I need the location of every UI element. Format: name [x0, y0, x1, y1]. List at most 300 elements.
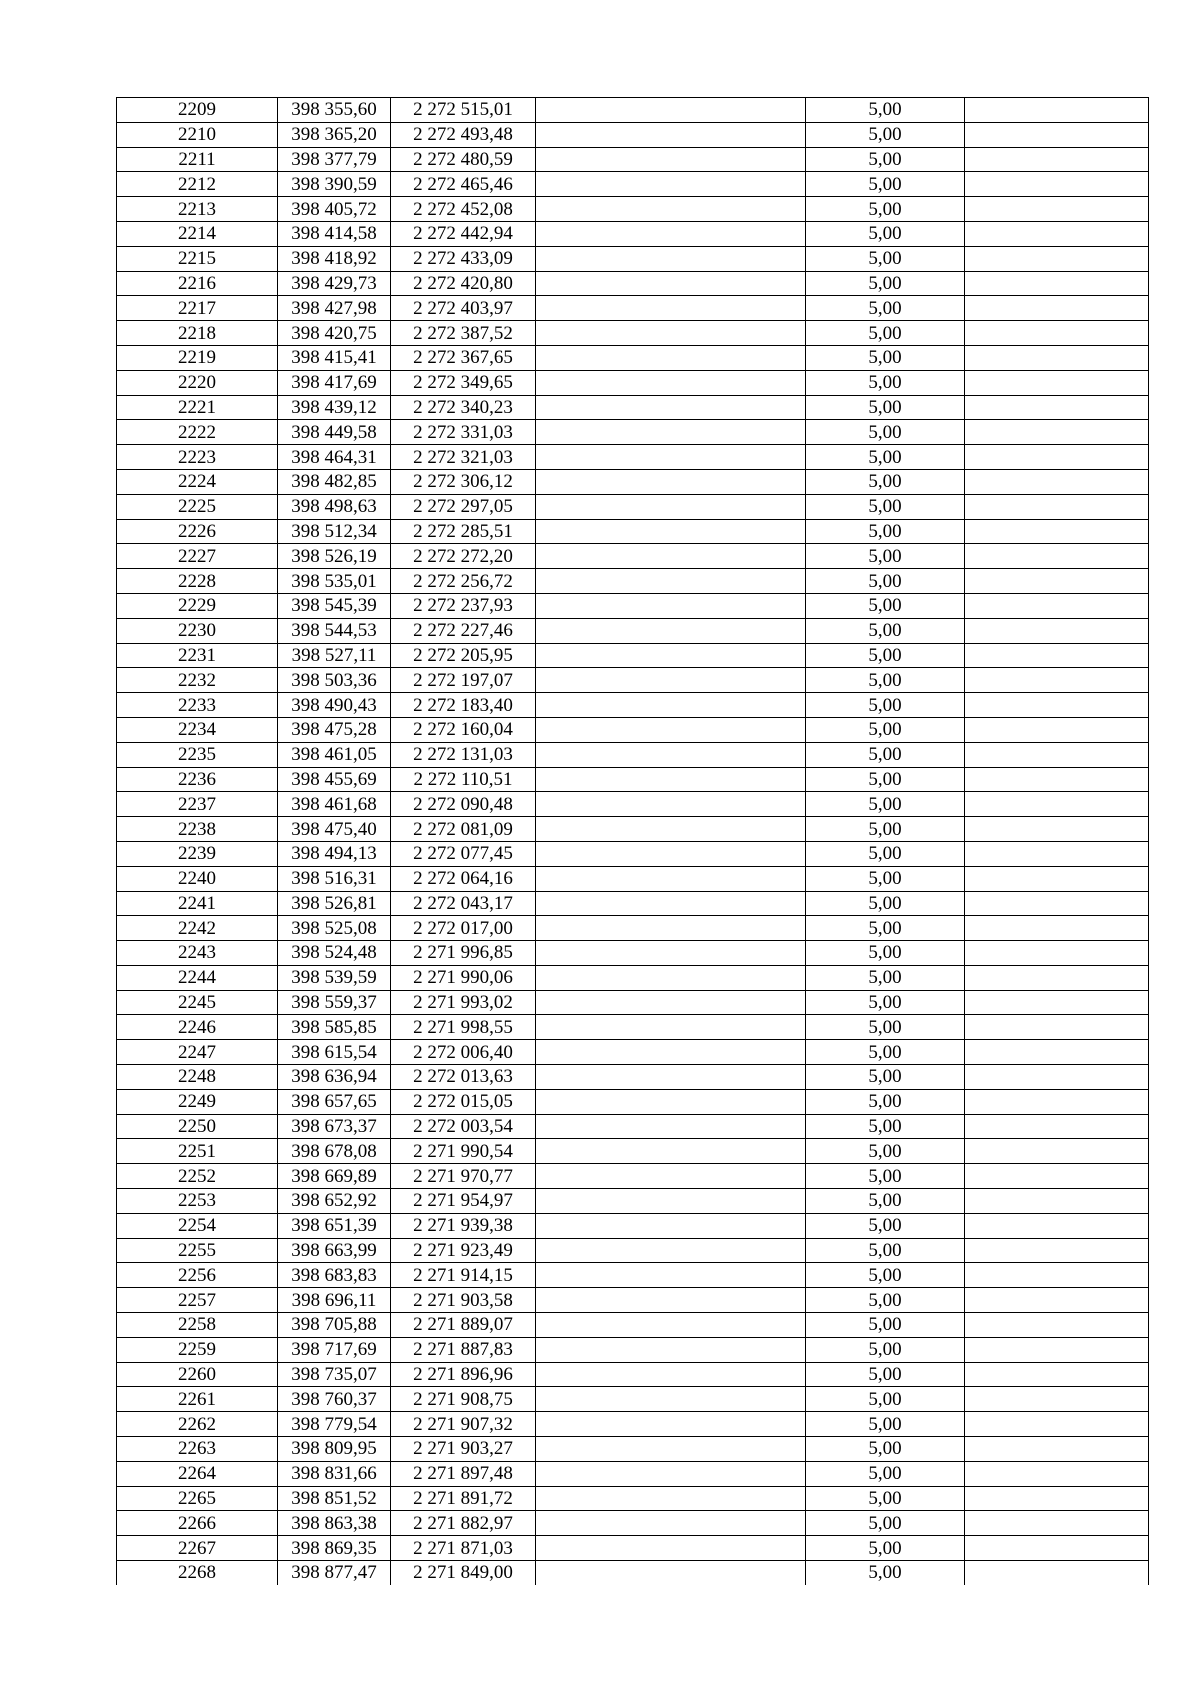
empty-cell — [536, 1561, 806, 1585]
empty-cell — [536, 197, 806, 222]
empty-cell — [536, 519, 806, 544]
x-coordinate-cell: 398 663,99 — [278, 1238, 391, 1263]
point-number-cell: 2231 — [117, 643, 278, 668]
accuracy-cell: 5,00 — [806, 866, 965, 891]
accuracy-cell: 5,00 — [806, 1511, 965, 1536]
accuracy-cell: 5,00 — [806, 891, 965, 916]
y-coordinate-cell: 2 271 990,06 — [391, 965, 536, 990]
x-coordinate-cell: 398 405,72 — [278, 197, 391, 222]
y-coordinate-cell: 2 272 465,46 — [391, 172, 536, 197]
x-coordinate-cell: 398 417,69 — [278, 370, 391, 395]
y-coordinate-cell: 2 271 923,49 — [391, 1238, 536, 1263]
empty-cell — [965, 792, 1149, 817]
table-row — [117, 569, 1149, 594]
empty-cell — [965, 1362, 1149, 1387]
x-coordinate-cell: 398 539,59 — [278, 965, 391, 990]
x-coordinate-cell: 398 455,69 — [278, 767, 391, 792]
y-coordinate-cell: 2 272 017,00 — [391, 916, 536, 941]
empty-cell — [536, 1089, 806, 1114]
table-row — [117, 420, 1149, 445]
empty-cell — [965, 891, 1149, 916]
empty-cell — [536, 1139, 806, 1164]
point-number-cell: 2236 — [117, 767, 278, 792]
point-number-cell: 2247 — [117, 1040, 278, 1065]
empty-cell — [536, 618, 806, 643]
empty-cell — [965, 965, 1149, 990]
empty-cell — [536, 172, 806, 197]
point-number-cell: 2213 — [117, 197, 278, 222]
table-row — [117, 469, 1149, 494]
accuracy-cell: 5,00 — [806, 717, 965, 742]
empty-cell — [965, 544, 1149, 569]
point-number-cell: 2238 — [117, 817, 278, 842]
x-coordinate-cell: 398 377,79 — [278, 147, 391, 172]
table-row — [117, 618, 1149, 643]
empty-cell — [965, 817, 1149, 842]
coordinates-table — [116, 97, 1149, 1585]
accuracy-cell: 5,00 — [806, 1164, 965, 1189]
x-coordinate-cell: 398 498,63 — [278, 494, 391, 519]
point-number-cell: 2242 — [117, 916, 278, 941]
empty-cell — [536, 221, 806, 246]
point-number-cell: 2216 — [117, 271, 278, 296]
empty-cell — [536, 866, 806, 891]
empty-cell — [536, 1461, 806, 1486]
empty-cell — [965, 1263, 1149, 1288]
empty-cell — [536, 767, 806, 792]
empty-cell — [536, 891, 806, 916]
x-coordinate-cell: 398 544,53 — [278, 618, 391, 643]
table-row — [117, 916, 1149, 941]
empty-cell — [536, 569, 806, 594]
empty-cell — [965, 1486, 1149, 1511]
empty-cell — [536, 1412, 806, 1437]
x-coordinate-cell: 398 527,11 — [278, 643, 391, 668]
empty-cell — [965, 197, 1149, 222]
coordinates-table-body — [117, 98, 1149, 1585]
y-coordinate-cell: 2 272 403,97 — [391, 296, 536, 321]
accuracy-cell: 5,00 — [806, 1040, 965, 1065]
table-row — [117, 494, 1149, 519]
x-coordinate-cell: 398 524,48 — [278, 941, 391, 966]
x-coordinate-cell: 398 779,54 — [278, 1412, 391, 1437]
y-coordinate-cell: 2 272 015,05 — [391, 1089, 536, 1114]
x-coordinate-cell: 398 545,39 — [278, 593, 391, 618]
empty-cell — [965, 147, 1149, 172]
y-coordinate-cell: 2 272 306,12 — [391, 469, 536, 494]
accuracy-cell: 5,00 — [806, 147, 965, 172]
empty-cell — [536, 1189, 806, 1214]
x-coordinate-cell: 398 760,37 — [278, 1387, 391, 1412]
x-coordinate-cell: 398 526,81 — [278, 891, 391, 916]
accuracy-cell: 5,00 — [806, 1337, 965, 1362]
table-row — [117, 1387, 1149, 1412]
x-coordinate-cell: 398 449,58 — [278, 420, 391, 445]
point-number-cell: 2224 — [117, 469, 278, 494]
empty-cell — [536, 1065, 806, 1090]
x-coordinate-cell: 398 535,01 — [278, 569, 391, 594]
y-coordinate-cell: 2 271 990,54 — [391, 1139, 536, 1164]
accuracy-cell: 5,00 — [806, 916, 965, 941]
empty-cell — [536, 98, 806, 123]
table-row — [117, 1263, 1149, 1288]
accuracy-cell: 5,00 — [806, 370, 965, 395]
point-number-cell: 2215 — [117, 246, 278, 271]
empty-cell — [536, 271, 806, 296]
empty-cell — [965, 221, 1149, 246]
point-number-cell: 2234 — [117, 717, 278, 742]
accuracy-cell: 5,00 — [806, 1437, 965, 1462]
empty-cell — [965, 1313, 1149, 1338]
point-number-cell: 2246 — [117, 1015, 278, 1040]
y-coordinate-cell: 2 271 993,02 — [391, 990, 536, 1015]
table-row — [117, 122, 1149, 147]
x-coordinate-cell: 398 636,94 — [278, 1065, 391, 1090]
y-coordinate-cell: 2 272 227,46 — [391, 618, 536, 643]
empty-cell — [965, 1213, 1149, 1238]
table-row — [117, 1536, 1149, 1561]
accuracy-cell: 5,00 — [806, 841, 965, 866]
x-coordinate-cell: 398 461,05 — [278, 742, 391, 767]
empty-cell — [536, 593, 806, 618]
empty-cell — [965, 1387, 1149, 1412]
y-coordinate-cell: 2 271 897,48 — [391, 1461, 536, 1486]
empty-cell — [965, 1511, 1149, 1536]
empty-cell — [536, 370, 806, 395]
table-row — [117, 1461, 1149, 1486]
x-coordinate-cell: 398 439,12 — [278, 395, 391, 420]
table-row — [117, 321, 1149, 346]
point-number-cell: 2256 — [117, 1263, 278, 1288]
empty-cell — [965, 395, 1149, 420]
empty-cell — [965, 122, 1149, 147]
empty-cell — [965, 643, 1149, 668]
accuracy-cell: 5,00 — [806, 941, 965, 966]
y-coordinate-cell: 2 272 205,95 — [391, 643, 536, 668]
table-row — [117, 147, 1149, 172]
empty-cell — [536, 1362, 806, 1387]
table-row — [117, 941, 1149, 966]
y-coordinate-cell: 2 272 349,65 — [391, 370, 536, 395]
point-number-cell: 2260 — [117, 1362, 278, 1387]
empty-cell — [536, 1238, 806, 1263]
point-number-cell: 2239 — [117, 841, 278, 866]
empty-cell — [965, 271, 1149, 296]
x-coordinate-cell: 398 585,85 — [278, 1015, 391, 1040]
accuracy-cell: 5,00 — [806, 1114, 965, 1139]
accuracy-cell: 5,00 — [806, 693, 965, 718]
empty-cell — [965, 1089, 1149, 1114]
table-row — [117, 296, 1149, 321]
table-row — [117, 98, 1149, 123]
empty-cell — [965, 618, 1149, 643]
y-coordinate-cell: 2 272 285,51 — [391, 519, 536, 544]
x-coordinate-cell: 398 869,35 — [278, 1536, 391, 1561]
table-row — [117, 1437, 1149, 1462]
point-number-cell: 2228 — [117, 569, 278, 594]
empty-cell — [536, 122, 806, 147]
table-row — [117, 866, 1149, 891]
table-row — [117, 1114, 1149, 1139]
y-coordinate-cell: 2 271 908,75 — [391, 1387, 536, 1412]
point-number-cell: 2263 — [117, 1437, 278, 1462]
table-row — [117, 544, 1149, 569]
table-row — [117, 593, 1149, 618]
empty-cell — [536, 1213, 806, 1238]
y-coordinate-cell: 2 271 996,85 — [391, 941, 536, 966]
accuracy-cell: 5,00 — [806, 1362, 965, 1387]
empty-cell — [965, 990, 1149, 1015]
table-row — [117, 891, 1149, 916]
empty-cell — [965, 1189, 1149, 1214]
table-row — [117, 221, 1149, 246]
x-coordinate-cell: 398 705,88 — [278, 1313, 391, 1338]
point-number-cell: 2248 — [117, 1065, 278, 1090]
accuracy-cell: 5,00 — [806, 1139, 965, 1164]
point-number-cell: 2225 — [117, 494, 278, 519]
accuracy-cell: 5,00 — [806, 1089, 965, 1114]
table-row — [117, 965, 1149, 990]
point-number-cell: 2227 — [117, 544, 278, 569]
table-row — [117, 246, 1149, 271]
accuracy-cell: 5,00 — [806, 1189, 965, 1214]
empty-cell — [536, 246, 806, 271]
y-coordinate-cell: 2 272 367,65 — [391, 345, 536, 370]
y-coordinate-cell: 2 272 321,03 — [391, 445, 536, 470]
y-coordinate-cell: 2 271 871,03 — [391, 1536, 536, 1561]
point-number-cell: 2221 — [117, 395, 278, 420]
table-row — [117, 1313, 1149, 1338]
x-coordinate-cell: 398 657,65 — [278, 1089, 391, 1114]
empty-cell — [536, 990, 806, 1015]
empty-cell — [536, 941, 806, 966]
point-number-cell: 2257 — [117, 1288, 278, 1313]
y-coordinate-cell: 2 272 340,23 — [391, 395, 536, 420]
empty-cell — [965, 98, 1149, 123]
accuracy-cell: 5,00 — [806, 296, 965, 321]
table-row — [117, 172, 1149, 197]
empty-cell — [965, 941, 1149, 966]
table-row — [117, 1511, 1149, 1536]
empty-cell — [536, 1164, 806, 1189]
table-row — [117, 1486, 1149, 1511]
point-number-cell: 2233 — [117, 693, 278, 718]
empty-cell — [965, 1536, 1149, 1561]
y-coordinate-cell: 2 272 515,01 — [391, 98, 536, 123]
empty-cell — [965, 841, 1149, 866]
point-number-cell: 2262 — [117, 1412, 278, 1437]
empty-cell — [965, 469, 1149, 494]
accuracy-cell: 5,00 — [806, 1213, 965, 1238]
y-coordinate-cell: 2 272 331,03 — [391, 420, 536, 445]
point-number-cell: 2210 — [117, 122, 278, 147]
empty-cell — [536, 1536, 806, 1561]
table-row — [117, 742, 1149, 767]
table-row — [117, 1362, 1149, 1387]
accuracy-cell: 5,00 — [806, 643, 965, 668]
point-number-cell: 2219 — [117, 345, 278, 370]
table-row — [117, 1337, 1149, 1362]
x-coordinate-cell: 398 615,54 — [278, 1040, 391, 1065]
y-coordinate-cell: 2 272 006,40 — [391, 1040, 536, 1065]
accuracy-cell: 5,00 — [806, 618, 965, 643]
x-coordinate-cell: 398 475,28 — [278, 717, 391, 742]
accuracy-cell: 5,00 — [806, 271, 965, 296]
empty-cell — [536, 841, 806, 866]
table-row — [117, 1089, 1149, 1114]
point-number-cell: 2249 — [117, 1089, 278, 1114]
accuracy-cell: 5,00 — [806, 1263, 965, 1288]
point-number-cell: 2218 — [117, 321, 278, 346]
point-number-cell: 2255 — [117, 1238, 278, 1263]
x-coordinate-cell: 398 516,31 — [278, 866, 391, 891]
point-number-cell: 2261 — [117, 1387, 278, 1412]
empty-cell — [965, 345, 1149, 370]
point-number-cell: 2230 — [117, 618, 278, 643]
x-coordinate-cell: 398 525,08 — [278, 916, 391, 941]
accuracy-cell: 5,00 — [806, 1486, 965, 1511]
empty-cell — [536, 1313, 806, 1338]
empty-cell — [536, 445, 806, 470]
accuracy-cell: 5,00 — [806, 817, 965, 842]
empty-cell — [536, 693, 806, 718]
x-coordinate-cell: 398 475,40 — [278, 817, 391, 842]
table-row — [117, 668, 1149, 693]
point-number-cell: 2258 — [117, 1313, 278, 1338]
y-coordinate-cell: 2 272 043,17 — [391, 891, 536, 916]
accuracy-cell: 5,00 — [806, 122, 965, 147]
point-number-cell: 2212 — [117, 172, 278, 197]
point-number-cell: 2237 — [117, 792, 278, 817]
accuracy-cell: 5,00 — [806, 965, 965, 990]
y-coordinate-cell: 2 271 903,27 — [391, 1437, 536, 1462]
empty-cell — [536, 469, 806, 494]
accuracy-cell: 5,00 — [806, 544, 965, 569]
point-number-cell: 2251 — [117, 1139, 278, 1164]
accuracy-cell: 5,00 — [806, 792, 965, 817]
empty-cell — [536, 643, 806, 668]
table-row — [117, 643, 1149, 668]
table-row — [117, 445, 1149, 470]
point-number-cell: 2235 — [117, 742, 278, 767]
accuracy-cell: 5,00 — [806, 345, 965, 370]
table-row — [117, 395, 1149, 420]
point-number-cell: 2240 — [117, 866, 278, 891]
y-coordinate-cell: 2 272 183,40 — [391, 693, 536, 718]
point-number-cell: 2223 — [117, 445, 278, 470]
accuracy-cell: 5,00 — [806, 767, 965, 792]
table-row — [117, 271, 1149, 296]
empty-cell — [965, 742, 1149, 767]
x-coordinate-cell: 398 559,37 — [278, 990, 391, 1015]
x-coordinate-cell: 398 464,31 — [278, 445, 391, 470]
table-row — [117, 1189, 1149, 1214]
table-row — [117, 519, 1149, 544]
point-number-cell: 2252 — [117, 1164, 278, 1189]
x-coordinate-cell: 398 526,19 — [278, 544, 391, 569]
empty-cell — [536, 420, 806, 445]
point-number-cell: 2214 — [117, 221, 278, 246]
accuracy-cell: 5,00 — [806, 593, 965, 618]
y-coordinate-cell: 2 272 081,09 — [391, 817, 536, 842]
empty-cell — [536, 1511, 806, 1536]
empty-cell — [965, 1288, 1149, 1313]
table-row — [117, 717, 1149, 742]
point-number-cell: 2217 — [117, 296, 278, 321]
point-number-cell: 2265 — [117, 1486, 278, 1511]
x-coordinate-cell: 398 490,43 — [278, 693, 391, 718]
accuracy-cell: 5,00 — [806, 1536, 965, 1561]
empty-cell — [965, 1412, 1149, 1437]
x-coordinate-cell: 398 365,20 — [278, 122, 391, 147]
y-coordinate-cell: 2 271 896,96 — [391, 1362, 536, 1387]
x-coordinate-cell: 398 429,73 — [278, 271, 391, 296]
accuracy-cell: 5,00 — [806, 1461, 965, 1486]
empty-cell — [536, 1437, 806, 1462]
x-coordinate-cell: 398 683,83 — [278, 1263, 391, 1288]
y-coordinate-cell: 2 271 954,97 — [391, 1189, 536, 1214]
accuracy-cell: 5,00 — [806, 1238, 965, 1263]
empty-cell — [536, 1288, 806, 1313]
accuracy-cell: 5,00 — [806, 668, 965, 693]
empty-cell — [965, 1561, 1149, 1585]
x-coordinate-cell: 398 735,07 — [278, 1362, 391, 1387]
point-number-cell: 2226 — [117, 519, 278, 544]
x-coordinate-cell: 398 717,69 — [278, 1337, 391, 1362]
table-row — [117, 1288, 1149, 1313]
table-row — [117, 841, 1149, 866]
point-number-cell: 2211 — [117, 147, 278, 172]
x-coordinate-cell: 398 809,95 — [278, 1437, 391, 1462]
x-coordinate-cell: 398 427,98 — [278, 296, 391, 321]
x-coordinate-cell: 398 851,52 — [278, 1486, 391, 1511]
accuracy-cell: 5,00 — [806, 1313, 965, 1338]
empty-cell — [536, 1387, 806, 1412]
empty-cell — [536, 1337, 806, 1362]
x-coordinate-cell: 398 512,34 — [278, 519, 391, 544]
empty-cell — [965, 569, 1149, 594]
empty-cell — [536, 494, 806, 519]
x-coordinate-cell: 398 696,11 — [278, 1288, 391, 1313]
table-row — [117, 1015, 1149, 1040]
point-number-cell: 2259 — [117, 1337, 278, 1362]
x-coordinate-cell: 398 669,89 — [278, 1164, 391, 1189]
y-coordinate-cell: 2 272 387,52 — [391, 321, 536, 346]
accuracy-cell: 5,00 — [806, 1288, 965, 1313]
empty-cell — [965, 668, 1149, 693]
empty-cell — [965, 445, 1149, 470]
y-coordinate-cell: 2 271 903,58 — [391, 1288, 536, 1313]
empty-cell — [965, 1065, 1149, 1090]
table-row — [117, 1213, 1149, 1238]
table-row — [117, 1238, 1149, 1263]
empty-cell — [536, 717, 806, 742]
empty-cell — [965, 370, 1149, 395]
empty-cell — [536, 668, 806, 693]
y-coordinate-cell: 2 272 272,20 — [391, 544, 536, 569]
accuracy-cell: 5,00 — [806, 1065, 965, 1090]
accuracy-cell: 5,00 — [806, 494, 965, 519]
x-coordinate-cell: 398 418,92 — [278, 246, 391, 271]
empty-cell — [965, 1437, 1149, 1462]
y-coordinate-cell: 2 272 237,93 — [391, 593, 536, 618]
y-coordinate-cell: 2 271 882,97 — [391, 1511, 536, 1536]
accuracy-cell: 5,00 — [806, 221, 965, 246]
empty-cell — [536, 792, 806, 817]
y-coordinate-cell: 2 272 077,45 — [391, 841, 536, 866]
point-number-cell: 2250 — [117, 1114, 278, 1139]
empty-cell — [965, 519, 1149, 544]
